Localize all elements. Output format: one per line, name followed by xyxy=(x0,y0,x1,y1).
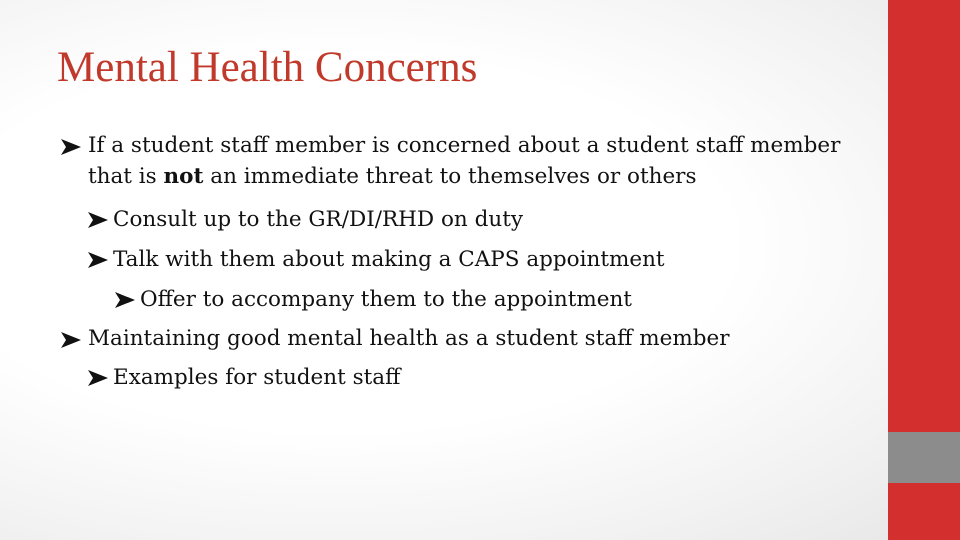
arrowhead-check-icon xyxy=(87,361,113,387)
bullet-text: Maintaining good mental health as a student staff member xyxy=(88,326,730,351)
accent-red-top xyxy=(888,0,960,432)
arrowhead-check-icon xyxy=(87,243,113,269)
accent-gray-block xyxy=(888,432,960,483)
arrowhead-check-icon xyxy=(87,203,113,229)
right-accent-bar xyxy=(888,0,960,540)
slide-title: Mental Health Concerns xyxy=(57,44,478,91)
arrowhead-check-icon xyxy=(60,130,86,156)
arrowhead-check-icon xyxy=(114,283,140,309)
bullet-text: Consult up to the GR/DI/RHD on duty xyxy=(113,207,523,232)
arrowhead-check-icon xyxy=(60,323,86,349)
bullet-emphasis: not xyxy=(163,164,204,189)
accent-red-bottom xyxy=(888,483,960,540)
bullet-item xyxy=(60,361,860,394)
bullet-text: If a student staff member is concerned about a student staff member that is not an immediate threat to themselves or others xyxy=(88,133,841,189)
bullet-item xyxy=(60,323,860,354)
bullet-text: Talk with them about making a CAPS appointment xyxy=(113,247,665,272)
bullet-text: Examples for student staff xyxy=(113,365,401,390)
bullet-item xyxy=(60,243,860,276)
bullet-item xyxy=(60,203,860,236)
bullet-item xyxy=(60,130,860,192)
bullet-list xyxy=(60,130,860,401)
bullet-text: Offer to accompany them to the appointment xyxy=(140,287,632,312)
bullet-item xyxy=(60,283,860,316)
